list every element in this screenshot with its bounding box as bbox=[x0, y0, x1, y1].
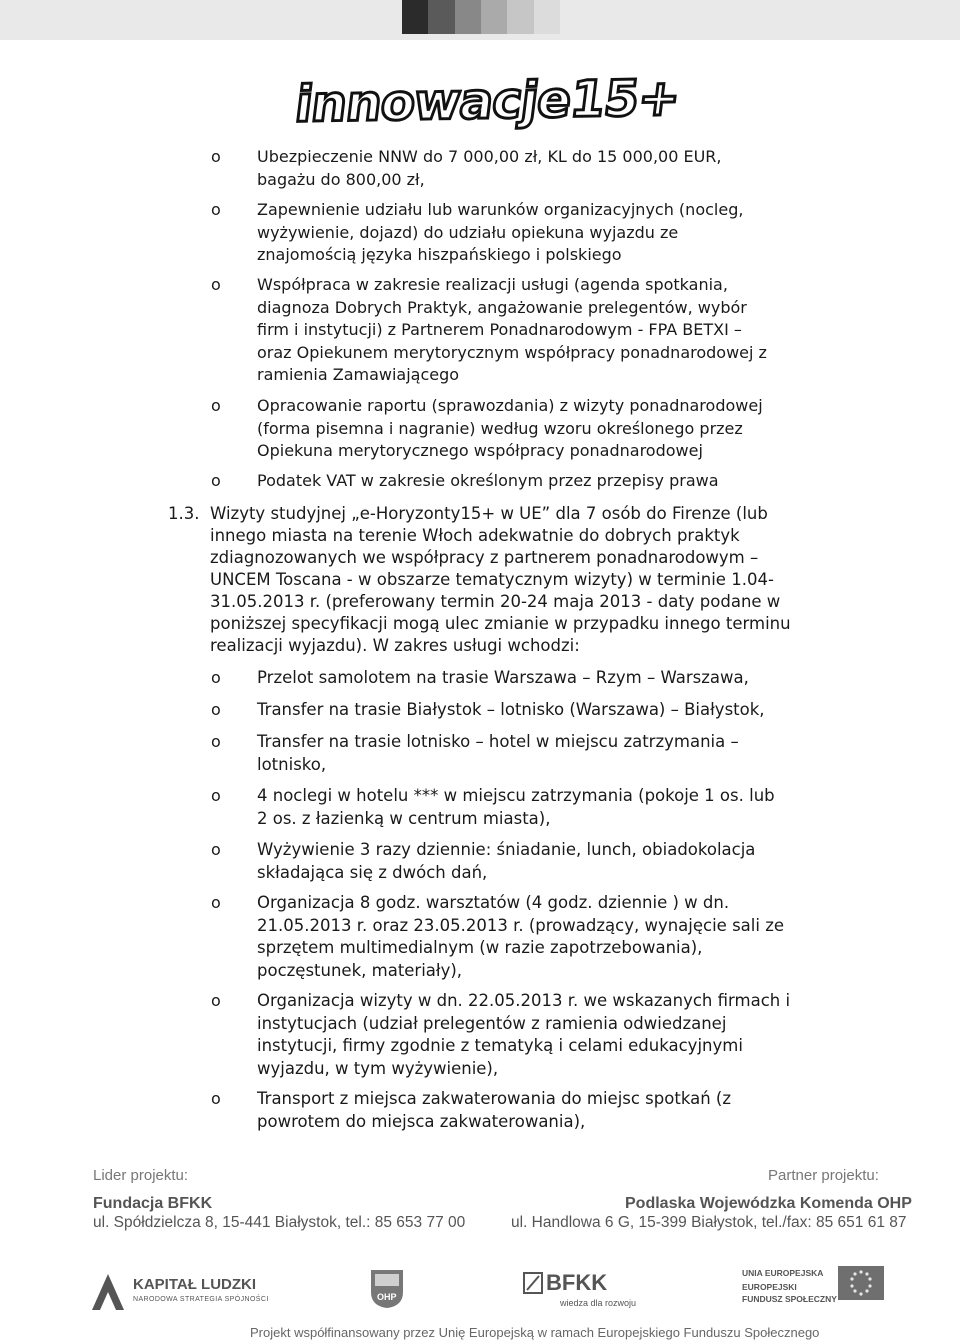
list-item: Ubezpieczenie NNW do 7 000,00 zł, KL do 15 000,00 EUR, bagażu do 800,00 zł, bbox=[257, 147, 722, 189]
cofinancing-note: Projekt współfinansowany przez Unię Europejską w ramach Europejskiego Funduszu Społecznego bbox=[250, 1325, 820, 1340]
footer-partner-address: ul. Handlowa 6 G, 15-399 Białystok, tel./fax: 85 651 61 87 bbox=[511, 1214, 907, 1231]
ue-line-1: UNIA EUROPEJSKA bbox=[742, 1268, 824, 1278]
list-item: Zapewnienie udziału lub warunków organizacyjnych (nocleg, wyżywienie, dojazd) do udziału opiekuna wyjazdu ze znajomością języka hiszpańskiego i polskiego bbox=[257, 200, 744, 264]
list-bullet: o bbox=[211, 700, 221, 719]
list-item: Transfer na trasie lotnisko – hotel w miejscu zatrzymania – lotnisko, bbox=[257, 732, 739, 774]
footer-leader-label: Lider projektu: bbox=[93, 1167, 189, 1184]
kapital-ludzki-icon bbox=[88, 1270, 128, 1314]
list-bullet: o bbox=[211, 668, 221, 687]
sponsor-logos bbox=[0, 1262, 960, 1322]
eu-flag bbox=[838, 1266, 884, 1305]
list-bullet: o bbox=[211, 840, 221, 859]
ohp-text: OHP bbox=[377, 1292, 397, 1302]
list-item: Wyżywienie 3 razy dziennie: śniadanie, lunch, obiadokolacja składająca się z dwóch dań, bbox=[257, 840, 756, 882]
bfkk-text: BFKK bbox=[546, 1270, 608, 1295]
bfkk-subtitle: wiedza dla rozwoju bbox=[560, 1298, 637, 1308]
kapital-ludzki-subtitle: NARODOWA STRATEGIA SPÓJNOŚCI bbox=[133, 1296, 269, 1303]
list-bullet: o bbox=[211, 275, 221, 294]
bfkk-icon bbox=[523, 1272, 543, 1294]
list-bullet: o bbox=[211, 991, 221, 1010]
list-bullet: o bbox=[211, 147, 221, 166]
list-bullet: o bbox=[211, 396, 221, 415]
section-number: 1.3. bbox=[168, 504, 200, 523]
footer-partner-name: Podlaska Wojewódzka Komenda OHP bbox=[625, 1195, 912, 1212]
ohp-logo bbox=[367, 1266, 407, 1315]
list-bullet: o bbox=[211, 786, 221, 805]
kapital-ludzki-title: KAPITAŁ LUDZKI bbox=[133, 1276, 257, 1293]
list-item: Współpraca w zakresie realizacji usługi (agenda spotkania, diagnoza Dobrych Praktyk, angażowanie prelegentów, wybór firm i instytucji) z Partnerem Ponadnarodowym - FPA BETXI – oraz Opiekunem merytorycznym współpracy ponadnarodowej z ramienia Zamawiającego bbox=[257, 275, 767, 384]
ue-line-2: EUROPEJSKI bbox=[742, 1282, 797, 1292]
list-bullet: o bbox=[211, 200, 221, 219]
footer-leader-address: ul. Spółdzielcza 8, 15-441 Białystok, tel.: 85 653 77 00 bbox=[93, 1214, 466, 1231]
list-bullet: o bbox=[211, 732, 221, 751]
list-item: Opracowanie raportu (sprawozdania) z wizyty ponadnarodowej (forma pisemna i nagranie) według wzoru określonego przez Opiekuna merytorycznego współpracy ponadnarodowej bbox=[257, 396, 763, 460]
header-stripes bbox=[402, 0, 560, 34]
list-item: Przelot samolotem na trasie Warszawa – Rzym – Warszawa, bbox=[257, 668, 749, 687]
ohp-emblem-icon bbox=[367, 1266, 407, 1310]
list-item: Organizacja wizyty w dn. 22.05.2013 r. we wskazanych firmach i instytucjach (udział prelegentów z ramienia odwiedzanej instytucji, firmy zgodnie z tematyką i celami edukacyjnymi wyjazdu, w tym wyżywienie), bbox=[257, 991, 791, 1078]
bfkk-logo bbox=[523, 1272, 543, 1299]
kapital-ludzki-logo bbox=[88, 1270, 128, 1319]
section-1-3: 1.3. Wizyty studyjnej „e-Horyzonty15+ w UE” dla 7 osób do Firenze (lub innego miasta na terenie Włoch adekwatnie do dobrych praktyk zdiagnozowanych we współpracy z partnerem ponadnarodowym – UNCEM Toscana - w obszarze tematycznym wizyty) w terminie 1.04- 31.05.2013 r. (preferowany termin 20-24 maja 2013 - daty podane w poniższej specyfikacji mogą ulec zmianie w przypadku innego terminu realizacji wyjazdu). W zakres usługi wchodzi: bbox=[168, 504, 791, 655]
list-item: 4 noclegi w hotelu *** w miejscu zatrzymania (pokoje 1 os. lub 2 os. z łazienką w centrum miasta), bbox=[257, 786, 775, 828]
list-bullet: o bbox=[211, 1089, 221, 1108]
list-bullet: o bbox=[211, 471, 221, 490]
list-item: Transfer na trasie Białystok – lotnisko (Warszawa) – Białystok, bbox=[257, 700, 765, 719]
list-item: Podatek VAT w zakresie określonym przez przepisy prawa bbox=[257, 471, 719, 490]
ue-line-3: FUNDUSZ SPOŁECZNY bbox=[742, 1294, 837, 1304]
footer-leader-name: Fundacja BFKK bbox=[93, 1195, 213, 1212]
list-item: Organizacja 8 godz. warsztatów (4 godz. dziennie ) w dn. 21.05.2013 r. oraz 23.05.2013 r. (prowadzący, wynajęcie sali ze sprzętem multimedialnym (w razie zapotrzebowania), poczęstunek, materiały), bbox=[257, 893, 785, 980]
project-logo: innowacje15+ bbox=[291, 68, 683, 134]
eu-flag-icon bbox=[838, 1266, 884, 1300]
list-bullet: o bbox=[211, 893, 221, 912]
footer-partner-label: Partner projektu: bbox=[768, 1167, 879, 1184]
list-item: Transport z miejsca zakwaterowania do miejsc spotkań (z powrotem do miejsca zakwaterowania), bbox=[257, 1089, 731, 1131]
